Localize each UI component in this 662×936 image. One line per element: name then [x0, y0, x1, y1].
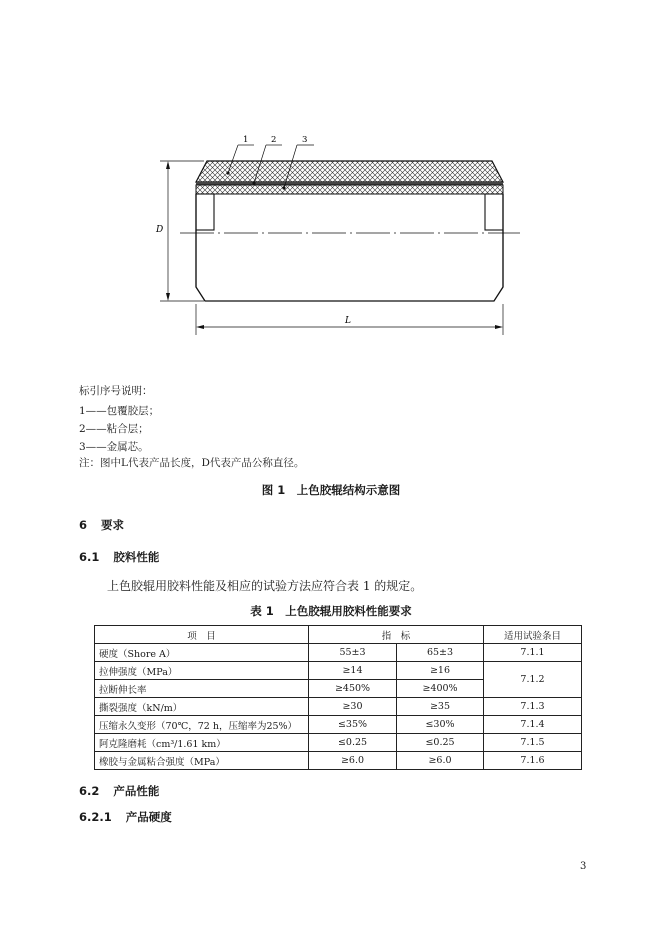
section-6-1-heading — [79, 549, 159, 565]
table-row — [95, 644, 582, 662]
requirements-table — [94, 625, 582, 770]
section-number: 6.1 — [79, 550, 100, 564]
legend-item-1: 1——包覆胶层； — [79, 405, 160, 417]
section-number: 6.2.1 — [79, 810, 112, 824]
row-value-2: ≥35 — [397, 698, 484, 716]
row-clause: 7.1.4 — [484, 716, 582, 734]
roller-structure-diagram — [0, 0, 662, 370]
row-value-1: ≤0.25 — [309, 734, 397, 752]
row-value-2: ≤0.25 — [397, 734, 484, 752]
section-number: 6.2 — [79, 784, 100, 798]
callout-2: 2 — [271, 135, 277, 145]
table-header-row — [95, 626, 582, 644]
row-value-2: 65±3 — [397, 644, 484, 662]
row-clause: 7.1.1 — [484, 644, 582, 662]
header-clause: 适用试验条目 — [484, 626, 582, 644]
section-title: 胶料性能 — [113, 550, 160, 564]
row-clause: 7.1.3 — [484, 698, 582, 716]
row-value-2: ≥16 — [397, 662, 484, 680]
header-item: 项 目 — [95, 626, 309, 644]
section-6-2-1-heading — [79, 809, 172, 825]
header-index: 指 标 — [309, 626, 484, 644]
row-value-1: ≤35% — [309, 716, 397, 734]
legend-title: 标引序号说明： — [79, 385, 153, 397]
row-item: 硬度（Shore A） — [95, 644, 309, 662]
row-value-1: 55±3 — [309, 644, 397, 662]
row-value-2: ≥400% — [397, 680, 484, 698]
table-row — [95, 752, 582, 770]
callout-3: 3 — [302, 135, 308, 145]
row-clause: 7.1.6 — [484, 752, 582, 770]
section-title: 要求 — [101, 518, 125, 532]
callout-1: 1 — [243, 135, 249, 145]
row-clause: 7.1.5 — [484, 734, 582, 752]
row-value-1: ≥30 — [309, 698, 397, 716]
row-clause: 7.1.2 — [484, 662, 582, 698]
page-number: 3 — [580, 861, 587, 872]
row-value-1: ≥14 — [309, 662, 397, 680]
row-item: 压缩永久变形（70℃，72 h，压缩率为25%） — [95, 716, 309, 734]
body-paragraph: 上色胶辊用胶料性能及相应的试验方法应符合表 1 的规定。 — [107, 579, 423, 593]
row-value-2: ≥6.0 — [397, 752, 484, 770]
row-item: 撕裂强度（kN/m） — [95, 698, 309, 716]
row-item: 拉伸强度（MPa） — [95, 662, 309, 680]
section-title: 产品硬度 — [125, 810, 172, 824]
section-number: 6 — [79, 518, 88, 532]
rubber-cover-layer — [196, 161, 503, 182]
section-6-2-heading — [79, 783, 159, 799]
table-row — [95, 662, 582, 680]
table-row — [95, 716, 582, 734]
figure-caption: 图 1 上色胶辊结构示意图 — [261, 483, 401, 497]
row-value-1: ≥6.0 — [309, 752, 397, 770]
right-end-cap — [485, 194, 503, 230]
section-6-heading — [79, 517, 124, 533]
dimension-d-label: D — [156, 225, 164, 235]
row-value-2: ≤30% — [397, 716, 484, 734]
metal-core-outline — [196, 194, 503, 301]
table-title: 表 1 上色胶辊用胶料性能要求 — [250, 604, 412, 618]
dimension-l-label: L — [345, 316, 351, 326]
metal-core-band — [196, 185, 503, 194]
table-row — [95, 734, 582, 752]
legend-note: 注：图中L代表产品长度，D代表产品公称直径。 — [79, 457, 305, 469]
row-item: 橡胶与金属粘合强度（MPa） — [95, 752, 309, 770]
row-item: 阿克隆磨耗（cm³/1.61 km） — [95, 734, 309, 752]
section-title: 产品性能 — [113, 784, 160, 798]
row-value-1: ≥450% — [309, 680, 397, 698]
left-end-cap — [196, 194, 214, 230]
row-item: 拉断伸长率 — [95, 680, 309, 698]
legend-item-2: 2——粘合层； — [79, 423, 149, 435]
table-row — [95, 698, 582, 716]
legend-item-3: 3——金属芯。 — [79, 441, 149, 453]
